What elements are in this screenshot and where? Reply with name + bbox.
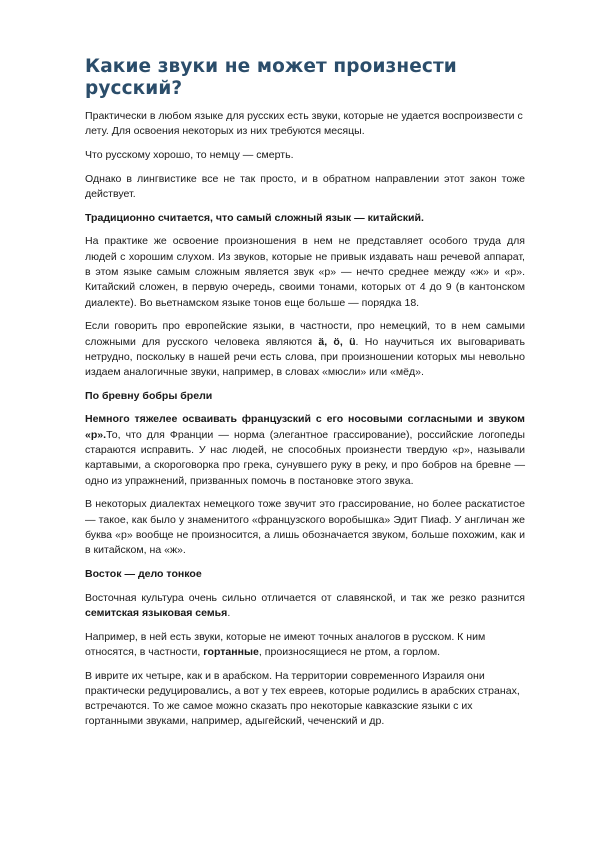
section-heading-east-text: Восток — дело тонкое	[85, 567, 202, 580]
eastern-text-a: Восточная культура очень сильно отличается от славянской, и так же резко разнится	[85, 591, 525, 604]
section-heading-beavers-text: По бревну бобры брели	[85, 389, 213, 402]
page-title: Какие звуки не может произнести русский?	[85, 56, 457, 99]
german-umlauts: ä, ö, ü	[318, 335, 356, 348]
intro-paragraph: Практически в любом языке для русских есть звуки, которые не удается воспроизвести с лету. Для освоения некоторых из них требуются месяцы.	[85, 110, 523, 138]
european-text-b: . Но научиться их выговаривать нетрудно, поскольку в нашей речи есть слова, при произношении которых мы невольно издаем аналогичные звуки, например, в словах «мюсли» или «мёд».	[85, 335, 525, 379]
french-bold-lead: Немного тяжелее осваивать французский с его носовыми согласными и звуком «р».	[85, 413, 525, 441]
guttural-term: гортанные	[203, 645, 259, 658]
document-page	[85, 56, 525, 738]
guttural-text-b: , произносящиеся не ртом, а горлом.	[258, 645, 441, 658]
hebrew-paragraph: В иврите их четыре, как и в арабском. На территории современного Израиля они практически редуцировались, а вот у тех евреев, которые родились в арабских странах, встречаются. То же самое можно сказать про некоторые кавказские языки с их гортанными звуками, например, адыгейский, чеченский и др.	[85, 669, 520, 728]
semitic-family: семитская языковая семья	[85, 606, 228, 619]
french-text: То, что для Франции — норма (элегантное грассирование), российские логопеды стараются исправить. У нас людей, не способных произнести твердую «р», называли картавыми, а скороговорка про грека, сунувшего руку в реку, и про бобров на бревне — одно из упражнений, призванных помочь в постановке этого звука.	[85, 428, 525, 487]
european-paragraph	[85, 319, 525, 380]
proverb-paragraph: Что русскому хорошо, то немцу — смерть.	[85, 148, 294, 161]
section-heading-chinese-text: Традиционно считается, что самый сложный язык — китайский.	[85, 211, 424, 224]
european-text-a: Если говорить про европейские языки, в частности, про немецкий, то в нем самыми сложными для русского человека являются	[85, 320, 525, 348]
linguistics-paragraph: Однако в лингвистике все не так просто, и в обратном направлении этот закон тоже действует.	[85, 172, 525, 200]
section-heading-chinese	[85, 211, 525, 226]
section-heading-beavers	[85, 389, 525, 404]
guttural-text-a: Например, в ней есть звуки, которые не имеют точных аналогов в русском. К ним относятся, в частности,	[85, 630, 486, 658]
section-heading-east	[85, 567, 525, 582]
eastern-paragraph	[85, 591, 525, 622]
french-paragraph	[85, 412, 525, 488]
eastern-text-b: .	[227, 606, 231, 619]
chinese-paragraph: На практике же освоение произношения в нем не представляет особого труда для людей с хорошим слухом. Из звуков, которые не привык издавать наш речевой аппарат, в этом языке самым сложным является звук «р» — нечто среднее между «ж» и «р». Китайский сложен, в первую очередь, своими тонами, которых от 4 до 9 (в кантонском диалекте). Во вьетнамском языке тонов еще больше — порядка 18.	[85, 235, 525, 309]
dialects-paragraph: В некоторых диалектах немецкого тоже звучит это грассирование, но более раскатистое — такое, как было у знаменитого «французского воробышка» Эдит Пиаф. У англичан же буква «р» вообще не произносится, а лишь обозначается звуком, больше похожим, как и в китайском, на «ж».	[85, 498, 525, 557]
guttural-paragraph	[85, 630, 525, 661]
